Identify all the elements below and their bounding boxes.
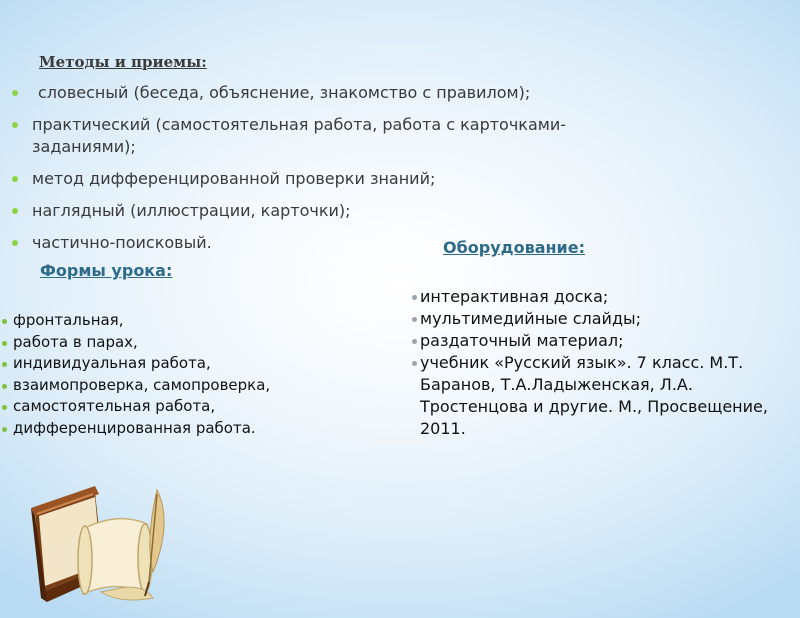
bullet-icon <box>2 319 7 324</box>
methods-item <box>8 168 648 190</box>
forms-item <box>0 396 270 418</box>
forms-item-text: работа в парах, <box>13 332 138 351</box>
methods-item <box>8 82 648 104</box>
bullet-icon <box>2 405 7 410</box>
book-scroll-quill-icon <box>25 472 175 612</box>
forms-item-text: индивидуальная работа, <box>13 354 211 372</box>
forms-list <box>0 310 270 439</box>
bullet-icon <box>12 240 18 246</box>
forms-item <box>0 332 270 354</box>
methods-item <box>8 114 648 158</box>
forms-item-text: самостоятельная работа, <box>13 397 216 415</box>
methods-item-text: наглядный (иллюстрации, карточки); <box>32 201 351 220</box>
bullet-icon <box>12 122 18 128</box>
bullet-icon <box>2 384 7 389</box>
equipment-item-text: учебник «Русский язык». 7 класс. М.Т. Баранов, Т.А.Ладыженская, Л.А. Тростенцова и другие. М., Просвещение, 2011. <box>420 353 768 438</box>
bullet-icon <box>2 362 7 367</box>
methods-item-text: метод дифференцированной проверки знаний; <box>32 169 436 188</box>
bullet-icon <box>12 90 18 96</box>
equipment-list <box>410 286 795 440</box>
equipment-item <box>410 352 795 440</box>
bullet-icon <box>12 176 18 182</box>
equipment-heading: Оборудование: <box>443 238 585 257</box>
methods-item-text: частично-поисковый. <box>32 233 212 252</box>
bullet-icon <box>412 361 417 366</box>
equipment-item <box>410 308 795 330</box>
bullet-icon <box>412 317 417 322</box>
equipment-item <box>410 286 795 308</box>
methods-list <box>8 82 648 264</box>
bullet-icon <box>12 208 18 214</box>
equipment-item-text: мультимедийные слайды; <box>420 309 642 328</box>
bullet-icon <box>412 295 417 300</box>
methods-item <box>8 200 648 222</box>
forms-item <box>0 375 270 397</box>
methods-item-text: словесный (беседа, объяснение, знакомство с правилом); <box>38 83 531 102</box>
bullet-icon <box>2 341 7 346</box>
forms-item <box>0 353 270 375</box>
forms-item <box>0 310 270 332</box>
methods-item-text: практический (самостоятельная работа, работа с карточками-заданиями); <box>32 115 566 156</box>
equipment-item-text: раздаточный материал; <box>420 331 624 350</box>
forms-item-text: дифференцированная работа. <box>13 418 256 437</box>
equipment-item <box>410 330 795 352</box>
forms-item-text: фронтальная, <box>13 311 124 329</box>
bullet-icon <box>412 339 417 344</box>
forms-heading: Формы урока: <box>40 261 173 280</box>
bullet-icon <box>2 427 7 432</box>
methods-heading: Методы и приемы: <box>39 53 207 71</box>
equipment-item-text: интерактивная доска; <box>420 287 609 306</box>
forms-item-text: взаимопроверка, самопроверка, <box>13 375 271 394</box>
forms-item <box>0 418 270 440</box>
